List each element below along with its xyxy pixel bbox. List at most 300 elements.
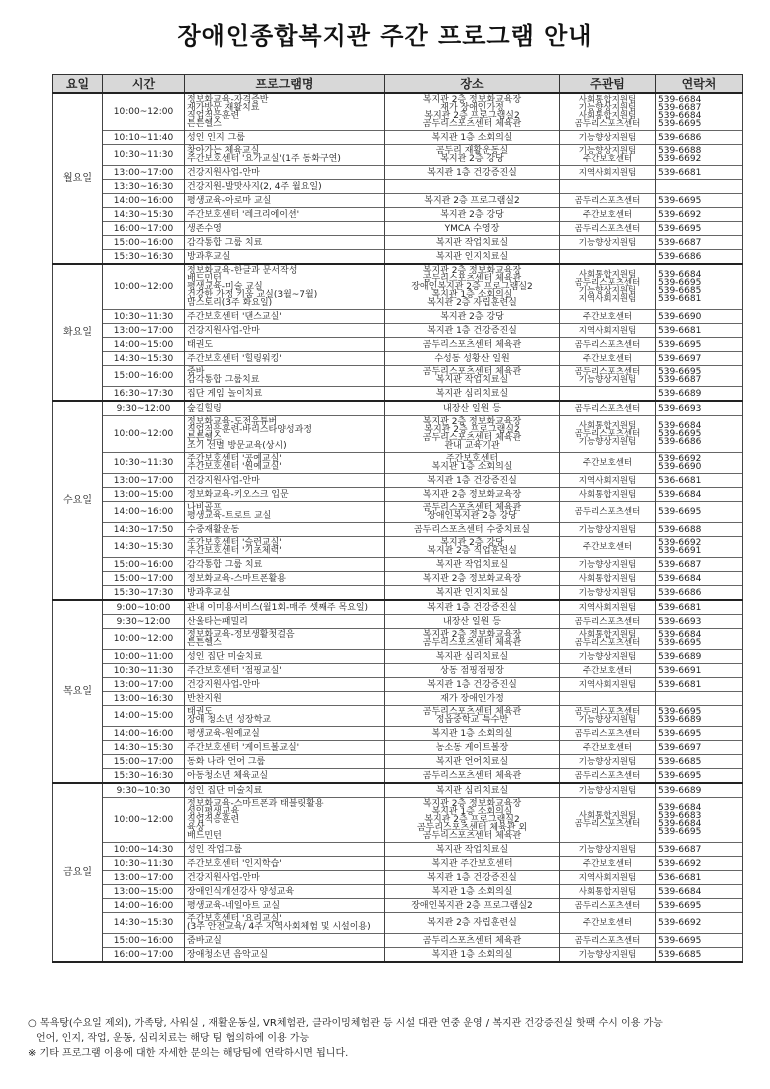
program-cell [185,629,385,650]
place-cell-line: 장애인복지관 2층 프로그램실2 [411,282,533,292]
phone-cell [656,222,743,236]
program-cell-line: 건강지원사업-안마 [187,679,260,690]
team-cell [560,180,656,194]
place-cell [385,664,560,678]
phone-cell-line: 539-6689 [658,785,702,796]
table-row [53,783,743,798]
day-group [53,783,743,962]
place-cell [385,324,560,338]
phone-cell-line: 539-6692 [658,538,702,548]
place-cell [385,387,560,402]
program-cell-line: 성인평생교육 [187,807,240,817]
phone-cell [656,145,743,166]
program-cell [185,338,385,352]
program-cell-line: 평생교육-원예교실 [187,728,260,739]
time-cell: 14:30~15:30 [103,537,185,558]
place-cell-line: 장애인복지관 2층 프로그램실2 [411,900,533,911]
header-program: 프로그램명 [185,75,385,94]
footer-note-facilities: ○ 목욕탕(수요일 제외), 가족탕, 사워실 , 재활운동실, VR체험관, 클라이밍체험관 등 시설 대관 연중 운영 / 복지관 건강증진실 핫팩 수시 이용 가능 [28,1018,663,1029]
header-place: 장소 [385,75,560,94]
program-cell [185,264,385,310]
team-cell-line: 기능향상지원팀 [578,756,637,767]
day-group [53,264,743,401]
time-cell: 14:00~16:00 [103,727,185,741]
program-cell-line: (3주 안전교육/ 4주 지역사회체험 및 시설이용) [187,922,371,932]
time-cell: 10:30~11:30 [103,857,185,871]
phone-cell-line: 539-6688 [658,146,702,156]
table-row [53,338,743,352]
phone-cell-line: 536-6681 [658,872,702,883]
program-cell-line: 건강한 가정 키움 교실(3월~7월) [187,290,318,300]
team-cell-line: 주간보호센터 [582,311,633,322]
program-cell-line: 감각통합 그룹 치료 [187,559,263,570]
team-cell-line: 곰두리스포츠센터 [574,339,641,350]
phone-cell [656,250,743,265]
phone-cell-line: 539-6693 [658,403,702,414]
phone-cell [656,843,743,857]
phone-cell-line: 539-6692 [658,154,702,164]
phone-cell-line: 539-6684 [658,886,702,897]
program-cell-line: 배드민턴 [187,274,222,284]
phone-cell [656,885,743,899]
place-cell [385,236,560,250]
table-row [53,264,743,310]
time-cell: 9:30~10:30 [103,783,185,798]
program-cell-line: 정보화교육-자격증반 [187,95,269,105]
team-cell [560,387,656,402]
table-row [53,166,743,180]
team-cell [560,453,656,474]
phone-cell-line: 539-6686 [658,587,702,598]
place-cell [385,600,560,615]
program-cell [185,798,385,843]
program-cell [185,324,385,338]
program-cell [185,948,385,963]
team-cell [560,899,656,913]
phone-cell [656,664,743,678]
table-row [53,885,743,899]
team-cell [560,401,656,416]
place-cell-line: 복지관 2층 정보화교육장 [422,417,522,427]
place-cell-line: 관내 교육기관 [444,441,500,451]
time-cell: 15:30~16:30 [103,250,185,265]
phone-cell-line: 539-6681 [658,602,702,613]
phone-cell [656,727,743,741]
program-cell [185,366,385,387]
place-cell [385,401,560,416]
time-cell: 13:00~15:00 [103,488,185,502]
place-cell-line: 복지관 2층 프로그램실2 [424,815,520,825]
team-cell [560,783,656,798]
phone-cell-line: 539-6689 [658,388,702,399]
program-cell-line: 주간보호센터 '점핑교실' [187,665,282,676]
place-cell [385,366,560,387]
phone-cell-line: 539-6683 [658,811,702,821]
phone-cell [656,615,743,629]
program-cell [185,871,385,885]
team-cell-line: 곰두리스포츠센터 [574,367,641,377]
team-cell-line: 주간보호센터 [582,665,633,676]
place-cell-line: 복지관 2층 정보화교육장 [422,266,522,276]
place-cell-line: 곰두리스포츠센터 체육관 [422,339,522,350]
place-cell [385,222,560,236]
program-cell-line: 주간보호센터 '원예교실' [187,462,282,472]
program-cell [185,166,385,180]
footer-note-contact: ※ 기타 프로그램 이용에 대한 자세한 문의는 해당팀에 연락하시면 됩니다. [28,1048,349,1059]
place-cell-line: 복지관 1층 소회의실 [431,886,513,897]
place-cell-line: 복지관 1층 소회의실 [431,949,513,960]
phone-cell-line: 539-6695 [658,728,702,739]
phone-cell-line: 539-6695 [658,119,702,129]
team-cell [560,502,656,523]
phone-cell [656,769,743,784]
time-cell: 10:00~12:00 [103,798,185,843]
table-row [53,523,743,537]
time-cell: 13:00~17:00 [103,474,185,488]
team-cell [560,366,656,387]
program-cell-line: 감각통합 그룹 치료 [187,237,263,248]
place-cell-line: 복지관 1층 건강증진실 [427,602,517,613]
day-label: 수요일 [53,401,103,600]
place-cell-line: 복지관 2층 강당 [440,538,504,548]
program-cell [185,416,385,453]
header-phone: 연락처 [656,75,743,94]
phone-cell [656,310,743,324]
time-cell: 14:00~15:00 [103,706,185,727]
phone-cell [656,572,743,586]
team-cell [560,769,656,784]
program-cell [185,885,385,899]
phone-cell [656,629,743,650]
phone-cell-line: 539-6681 [658,325,702,336]
phone-cell-line: 539-6693 [658,616,702,627]
time-cell: 14:00~16:00 [103,194,185,208]
place-cell-line: 복지관 작업치료실 [435,237,509,248]
program-cell-line: 재가방문 재활치료 [187,103,260,113]
place-cell [385,678,560,692]
phone-cell [656,324,743,338]
place-cell [385,93,560,131]
team-cell-line: 지역사회지원팀 [578,294,637,304]
phone-cell-line: 539-6690 [658,462,702,472]
place-cell-line: YMCA 수영장 [444,223,500,234]
place-cell-line: 주간보호센터 [445,454,499,464]
place-cell-line: 복지관 2층 강당 [440,209,504,220]
place-cell-line: 상동 점핑점핑장 [440,665,504,676]
phone-cell-line: 539-6692 [658,209,702,220]
time-cell: 15:00~16:00 [103,934,185,948]
time-cell: 14:00~15:00 [103,338,185,352]
team-cell-line: 기능향상지원팀 [578,651,637,662]
program-cell [185,857,385,871]
program-cell-line: 맘스토리(3주 화요일) [187,298,273,308]
time-cell: 14:30~15:30 [103,208,185,222]
program-cell-line: 주간보호센터 '공예교실' [187,454,282,464]
program-cell [185,769,385,784]
place-cell-line: 복지관 1층 소회의실 [431,728,513,739]
place-cell-line: 곰두리스포츠센터 체육관 [422,433,522,443]
team-cell-line: 기능향상지원팀 [578,587,637,598]
program-cell-line: 정보화교육-키오스크 입문 [187,489,289,500]
phone-cell [656,558,743,572]
place-cell-line: 복지관 2층 정보화교육장 [422,630,522,640]
team-cell [560,250,656,265]
place-cell [385,586,560,601]
phone-cell [656,236,743,250]
program-cell [185,194,385,208]
place-cell [385,502,560,523]
phone-cell-line: 539-6686 [658,132,702,143]
program-cell-line: 반찬지원 [187,693,222,704]
place-cell [385,416,560,453]
place-cell [385,180,560,194]
time-cell: 15:00~16:00 [103,236,185,250]
place-cell [385,857,560,871]
team-cell [560,523,656,537]
phone-cell [656,453,743,474]
program-cell [185,678,385,692]
phone-cell-line: 539-6687 [658,559,702,570]
phone-cell-line: 539-6681 [658,167,702,178]
phone-cell-line: 539-6687 [658,844,702,855]
program-cell-line: 태권도 [187,707,214,717]
schedule-table [52,74,743,963]
program-cell-line: 방과후교실 [187,251,231,262]
time-cell: 10:00~11:00 [103,650,185,664]
day-label: 목요일 [53,600,103,783]
team-cell-line: 사회통합지원팀 [578,811,637,821]
team-cell [560,558,656,572]
program-cell [185,843,385,857]
program-cell [185,727,385,741]
table-row [53,416,743,453]
program-cell-line: 성인 인지 그룹 [187,132,245,143]
program-cell [185,387,385,402]
place-cell [385,741,560,755]
table-row [53,934,743,948]
phone-cell-line: 539-6684 [658,573,702,584]
program-cell-line: 주간보호센터 '인지학습' [187,858,282,869]
place-cell [385,706,560,727]
program-cell [185,93,385,131]
table-row [53,310,743,324]
phone-cell-line: 539-6684 [658,489,702,500]
phone-cell [656,783,743,798]
table-row [53,650,743,664]
program-cell [185,488,385,502]
phone-cell-line: 539-6695 [658,707,702,717]
team-cell-line: 기능향상지원팀 [578,437,637,447]
place-cell [385,798,560,843]
place-cell-line: 복지관 2층 프로그램실2 [424,425,520,435]
program-cell-line: 평생교육-네일아트 교실 [187,900,281,911]
table-row [53,194,743,208]
phone-cell [656,366,743,387]
team-cell-line: 곰두리스포츠센터 [574,616,641,627]
place-cell [385,523,560,537]
phone-cell [656,264,743,310]
header-day: 요일 [53,75,103,94]
team-cell [560,324,656,338]
table-row [53,615,743,629]
place-cell-line: 곰두리스포츠센터 체육관 [422,707,522,717]
phone-cell-line: 539-6681 [658,679,702,690]
team-cell [560,416,656,453]
time-cell: 10:30~11:30 [103,145,185,166]
time-cell: 13:00~16:30 [103,692,185,706]
phone-cell [656,194,743,208]
place-cell-line: 수성동 성황산 일원 [434,353,510,364]
team-cell-line: 곰두리스포츠센터 [574,278,641,288]
phone-cell [656,416,743,453]
time-cell: 13:00~17:00 [103,871,185,885]
table-row [53,366,743,387]
program-cell [185,913,385,934]
day-group [53,401,743,600]
program-cell-line: 평생교육-아로마 교실 [187,195,272,206]
time-cell: 13:00~17:00 [103,678,185,692]
program-cell-line: 동화 나라 언어 그룹 [187,756,266,767]
time-cell: 14:30~15:30 [103,741,185,755]
phone-cell [656,537,743,558]
program-cell-line: 정보화교육-스마트폰활용 [187,573,286,584]
place-cell-line: 곰두리스포츠센터 체육관 [422,831,522,841]
phone-cell [656,857,743,871]
place-cell-line: 곰두리스포츠센터 수중치료실 [414,524,530,535]
place-cell [385,843,560,857]
team-cell [560,706,656,727]
team-cell [560,934,656,948]
phone-cell [656,650,743,664]
place-cell-line: 복지관 2층 직업훈련실 [427,546,517,556]
program-cell [185,131,385,145]
table-row [53,857,743,871]
table-row [53,488,743,502]
table-row [53,629,743,650]
phone-cell [656,180,743,194]
place-cell-line: 복지관 1층 소회의실 [431,807,513,817]
team-cell-line: 기능향상지원팀 [578,146,637,156]
place-cell-line: 곰두리스포츠센터 체육관 외 [416,823,528,833]
time-cell: 14:30~15:30 [103,352,185,366]
phone-cell-line: 539-6689 [658,651,702,662]
page-title: 장애인종합복지관 주간 프로그램 안내 [177,22,593,50]
program-cell-line: 주간보호센터 '게이트볼교실' [187,742,300,753]
day-label: 월요일 [53,93,103,264]
program-cell [185,310,385,324]
phone-cell-line: 539-6692 [658,858,702,869]
place-cell-line: 복지관 2층 정보화교육장 [422,799,522,809]
time-cell: 10:00~12:00 [103,629,185,650]
program-cell [185,586,385,601]
program-cell-line: 주간보호센터 '요가교실'(1주 동화구연) [187,154,341,164]
place-cell [385,948,560,963]
team-cell [560,615,656,629]
phone-cell [656,474,743,488]
team-cell-line: 곰두리스포츠센터 [574,819,641,829]
program-cell-line: 장애인식개선강사 양성교육 [187,886,295,897]
table-row [53,537,743,558]
table-row [53,664,743,678]
place-cell-line: 곰두리스포츠센터 체육관 [422,935,522,946]
phone-cell-line: 539-6691 [658,665,702,676]
team-cell-line: 기능향상지원팀 [578,559,637,570]
team-cell-line: 기능향상지원팀 [578,949,637,960]
program-cell-line: 정보화교육-스마트폰과 태블릿활용 [187,799,324,809]
team-cell [560,194,656,208]
program-cell-line: 튼튼헬스 [187,119,222,129]
program-cell-line: 숲길힐링 [187,403,222,414]
time-cell: 10:30~11:30 [103,664,185,678]
program-cell-line: 주간보호센터 '레크리에이션' [187,209,300,220]
team-cell-line: 사회통합지원팀 [578,489,637,500]
team-cell-line: 곰두리스포츠센터 [574,638,641,648]
place-cell [385,783,560,798]
table-row [53,387,743,402]
place-cell-line: 재가 장애인가정 [440,693,504,704]
program-cell [185,664,385,678]
phone-cell-line: 539-6695 [658,935,702,946]
place-cell [385,871,560,885]
place-cell [385,913,560,934]
program-cell-line: 직업적응훈련 [187,815,240,825]
team-cell [560,338,656,352]
program-cell [185,401,385,416]
phone-cell-line: 539-6687 [658,375,702,385]
table-row [53,769,743,784]
place-cell-line: 곰두리스포츠센터 체육관 [422,770,522,781]
team-cell-line: 주간보호센터 [582,154,633,164]
team-cell-line: 사회통합지원팀 [578,886,637,897]
phone-cell [656,502,743,523]
phone-cell [656,523,743,537]
place-cell [385,692,560,706]
place-cell-line: 복지관 2층 정보화교육장 [422,95,522,105]
time-cell: 16:30~17:30 [103,387,185,402]
team-cell [560,600,656,615]
phone-cell-line: 539-6691 [658,546,702,556]
place-cell-line: 복지관 심리치료실 [435,651,509,662]
phone-cell-line: 539-6695 [658,195,702,206]
team-cell-line: 곰두리스포츠센터 [574,770,641,781]
program-cell-line: 주간보호센터 '슬런교실' [187,538,282,548]
team-cell-line: 곰두리스포츠센터 [574,900,641,911]
table-row [53,180,743,194]
program-cell-line: 정보화교육-정보생활첫걸음 [187,630,295,640]
program-cell [185,180,385,194]
program-cell [185,502,385,523]
place-cell-line: 내장산 일원 등 [443,403,501,414]
phone-cell [656,338,743,352]
phone-cell [656,934,743,948]
phone-cell [656,798,743,843]
team-cell [560,264,656,310]
program-cell-line: 육상 [187,823,205,833]
team-cell-line: 기능향상지원팀 [578,524,637,535]
phone-cell-line: 539-6697 [658,742,702,753]
team-cell-line: 기능향상지원팀 [578,375,637,385]
program-cell-line: 태권도 [187,339,214,350]
place-cell-line: 장애인복지관 2층 강당 [427,511,517,521]
table-row [53,250,743,265]
place-cell [385,755,560,769]
time-cell: 15:30~16:30 [103,769,185,784]
program-cell-line: 배드민턴 [187,831,222,841]
phone-cell-line: 539-6687 [658,103,702,113]
phone-cell-line: 536-6681 [658,475,702,486]
phone-cell-line: 539-6692 [658,454,702,464]
program-cell [185,650,385,664]
